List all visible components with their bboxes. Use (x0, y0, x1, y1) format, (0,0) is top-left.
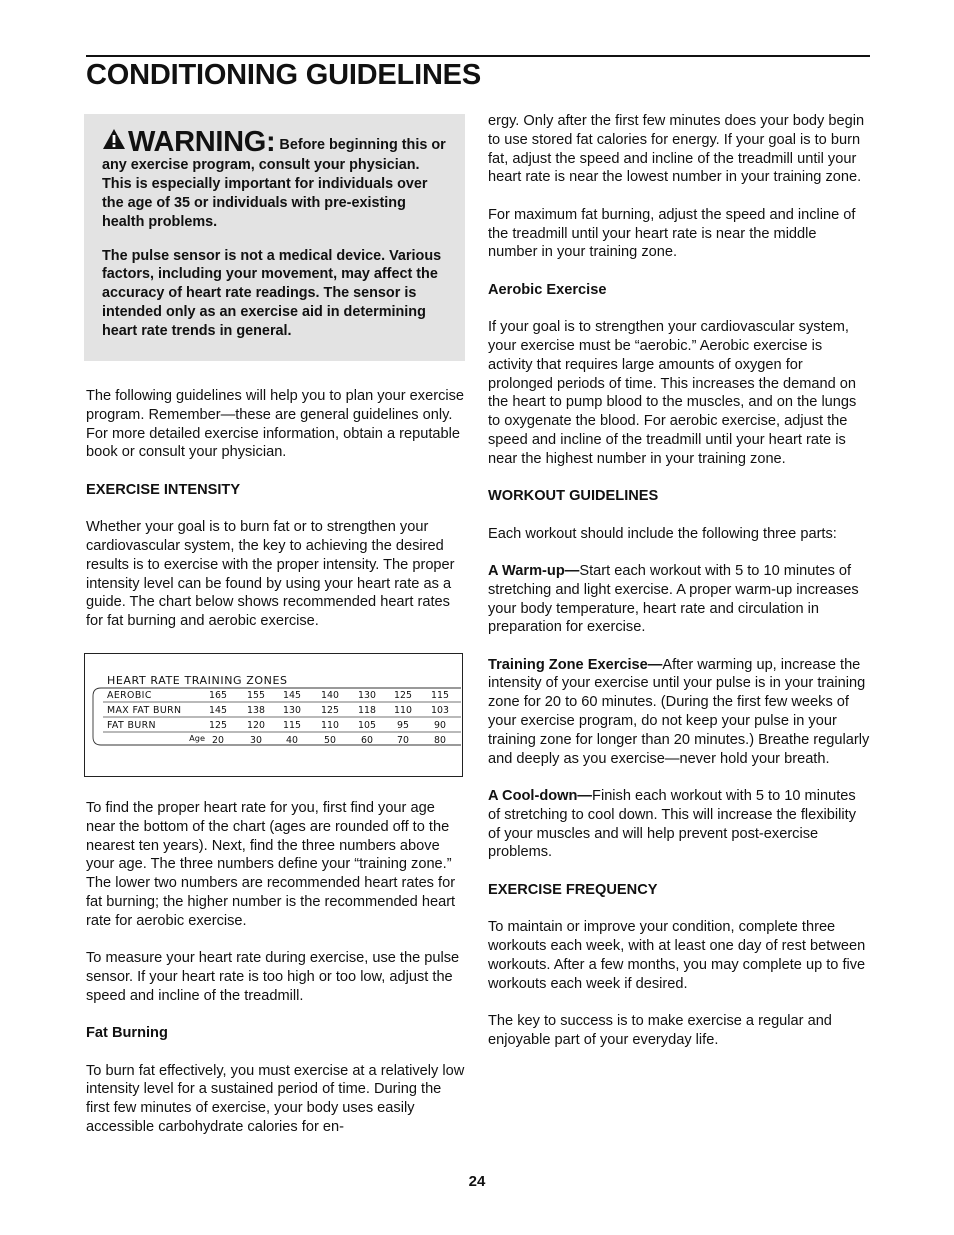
rate-cell: 125 (394, 690, 412, 701)
rate-cell: 105 (358, 720, 376, 731)
rate-cell: 155 (247, 690, 265, 701)
cool-down-text: Finish each workout with 5 to 10 minutes of stretching to cool down. This will increase the flexibility of your muscles and will help prevent post-exercise problems. (488, 788, 856, 861)
exercise-frequency-heading: EXERCISE FREQUENCY (488, 881, 658, 898)
measure-heart-rate-paragraph: To measure your heart rate during exercise, use the pulse sensor. If your heart rate is too high or too low, adjust the speed and incline of the treadmill. (86, 950, 460, 1004)
fat-burning-paragraph: To burn fat effectively, you must exercise at a relatively low intensity level for a sustained period of time. During the first few minutes of exercise, your body uses easily accessible carbohydrate calories for en- (86, 1062, 465, 1135)
age-tick: 30 (250, 735, 262, 746)
page-number: 24 (468, 1173, 486, 1190)
warning-paragraph (102, 128, 447, 232)
right-column (488, 112, 870, 1068)
rate-cell: 130 (358, 690, 376, 701)
rate-cell: 165 (209, 690, 227, 701)
pulse-sensor-notice: The pulse sensor is not a medical device. Various factors, including your movement, may affect the accuracy of heart rate readings. The sensor is intended only as an exercise aid in determining heart rate trends in general. (102, 247, 442, 340)
rate-cell: 115 (431, 690, 449, 701)
warning-box (84, 114, 465, 361)
fat-burning-heading: Fat Burning (86, 1025, 168, 1042)
find-heart-rate-paragraph: To find the proper heart rate for you, first find your age near the bottom of the chart (ages are rounded off to the nearest ten years). Next, find the three numbers above your age. The three numbers define your “training zone.” The lower two numbers are recommended heart rates for fat burning; the higher number is the recommended heart rate for aerobic exercise. (86, 800, 456, 929)
warm-up-lead: A Warm-up— (488, 562, 580, 579)
rate-cell: 110 (321, 720, 339, 731)
heart-rate-chart (84, 653, 463, 777)
age-tick: 20 (212, 735, 224, 746)
rate-cell: 138 (247, 705, 265, 716)
page-title: CONDITIONING GUIDELINES (86, 59, 481, 91)
training-zone-lead: Training Zone Exercise— (488, 656, 663, 673)
workout-guidelines-heading: WORKOUT GUIDELINES (488, 488, 659, 505)
intro-paragraph: The following guidelines will help you to plan your exercise program. Remember—these are general guidelines only. For more detailed exercise information, obtain a reputable book or consult your physician. (86, 388, 465, 461)
age-label: Age (189, 733, 205, 743)
heart-rate-chart-svg (85, 654, 462, 776)
row-label-1: MAX FAT BURN (107, 705, 182, 716)
rate-cell: 90 (434, 720, 446, 731)
warm-up-text: Start each workout with 5 to 10 minutes of stretching and light exercise. A proper warm-up increases your body temperature, heart rate and circulation in preparation for exercise. (488, 562, 859, 636)
rate-cell: 103 (431, 705, 449, 716)
aerobic-heading: Aerobic Exercise (488, 281, 607, 298)
rate-cell: 118 (358, 705, 376, 716)
rate-cell: 115 (283, 720, 301, 731)
exercise-intensity-heading: EXERCISE INTENSITY (86, 481, 241, 498)
age-tick: 80 (434, 735, 446, 746)
rate-cell: 125 (209, 720, 227, 731)
rate-cell: 130 (283, 705, 301, 716)
exercise-frequency-paragraph: To maintain or improve your condition, complete three workouts each week, with at least one day of rest between workouts. After a few months, you may complete up to five workouts each week if desired. (488, 919, 866, 992)
rate-cell: 95 (397, 720, 409, 731)
fat-burning-continued: ergy. Only after the first few minutes does your body begin to use stored fat calories for energy. If your goal is to burn fat, adjust the speed and incline of the treadmill until your heart rate is near the lowest number in your training zone. (488, 113, 865, 186)
rate-cell: 145 (209, 705, 227, 716)
workout-intro: Each workout should include the following three parts: (488, 525, 837, 542)
warm-up-paragraph (488, 562, 870, 637)
rate-cell: 110 (394, 705, 412, 716)
row-label-0: AEROBIC (107, 690, 152, 701)
top-rule (86, 55, 870, 57)
exercise-intensity-paragraph: Whether your goal is to burn fat or to strengthen your cardiovascular system, the key to achieving the desired results is to exercise with the proper intensity. The proper intensity level can be found by using your heart rate as a guide. The chart below shows recommended heart rates for fat burning and aerobic exercise. (86, 519, 455, 630)
cool-down-paragraph (488, 787, 870, 862)
cool-down-lead: A Cool-down— (488, 788, 593, 805)
age-tick: 70 (397, 735, 409, 746)
age-tick: 60 (361, 735, 373, 746)
age-tick: 50 (324, 735, 336, 746)
left-column-lower (86, 799, 466, 1155)
rate-cell: 140 (321, 690, 339, 701)
training-zone-text: After warming up, increase the intensity of your exercise until your pulse is in your training zone for 20 to 60 minutes. (During the first few weeks of your exercise program, do not keep your pulse in your training zone for longer than 20 minutes.) Breathe regularly and deeply as you exercise—never hold your breath. (488, 656, 870, 767)
warning-text: Before beginning this or any exercise program, consult your physician. This is especially important for individuals over the age of 35 or individuals with pre-existing health problems. (102, 137, 446, 230)
row-label-2: FAT BURN (107, 720, 156, 731)
training-zone-paragraph (488, 656, 870, 769)
warning-triangle-icon (102, 128, 126, 156)
aerobic-paragraph: If your goal is to strengthen your cardiovascular system, your exercise must be “aerobic.” Aerobic exercise is activity that requires large amounts of oxygen for prolonged periods of time. This increases the demand on the heart to pump blood to the muscles, and on the lungs to oxygenate the blood. For aerobic exercise, adjust the speed and incline of the treadmill until your heart rate is near the highest number in your training zone. (488, 319, 857, 467)
rate-cell: 125 (321, 705, 339, 716)
warning-label: WARNING: (128, 126, 276, 158)
rate-cell: 145 (283, 690, 301, 701)
age-tick: 40 (286, 735, 298, 746)
key-to-success-paragraph: The key to success is to make exercise a regular and enjoyable part of your everyday life. (488, 1013, 832, 1048)
chart-title: HEART RATE TRAINING ZONES (107, 674, 288, 687)
max-fat-burn-paragraph: For maximum fat burning, adjust the speed and incline of the treadmill until your heart rate is near the middle number in your training zone. (488, 206, 856, 261)
left-column-upper (86, 387, 466, 650)
rate-cell: 120 (247, 720, 265, 731)
